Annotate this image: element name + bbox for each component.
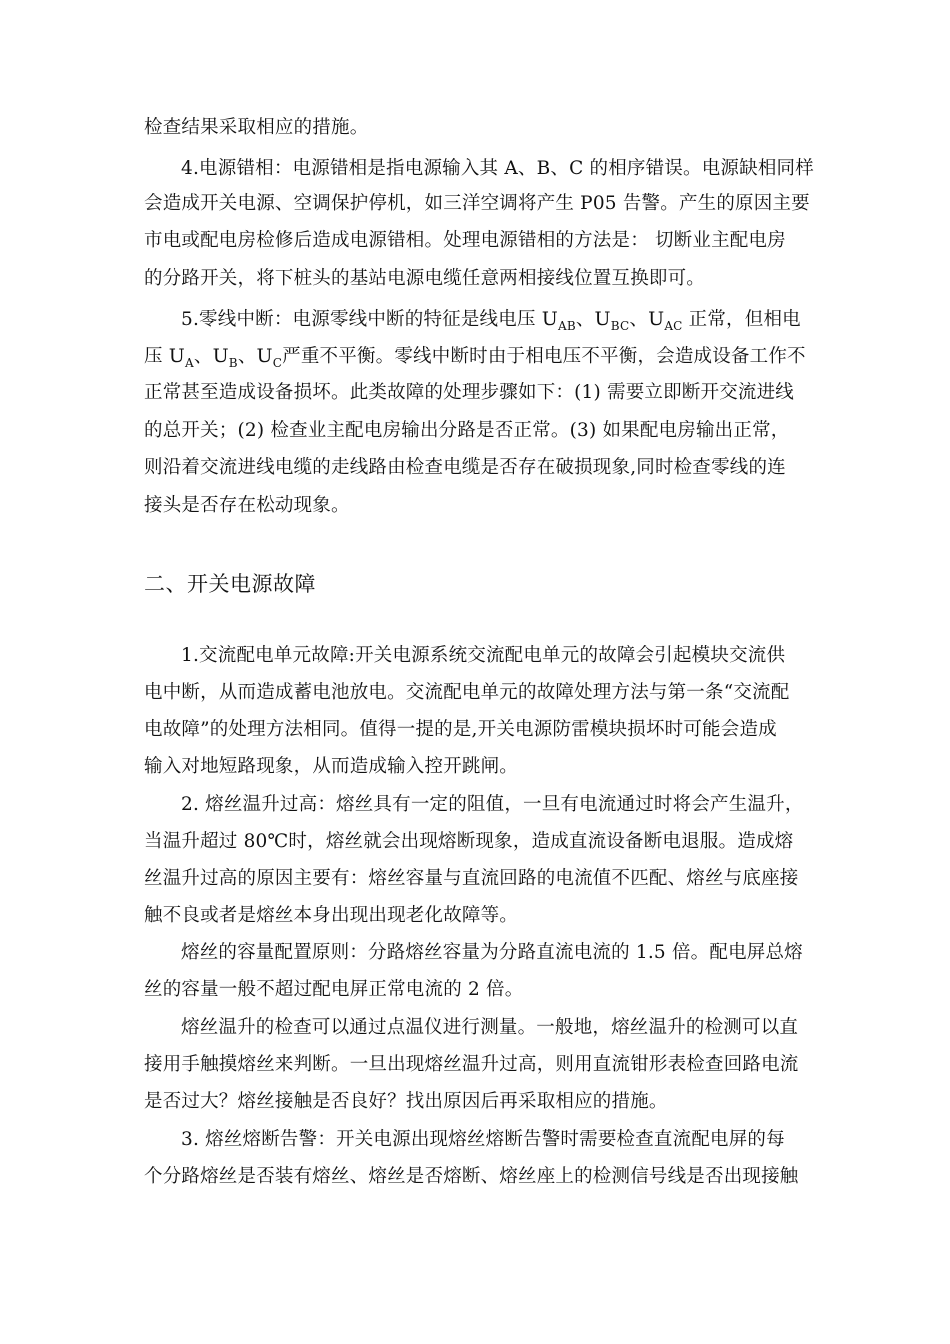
voltage-subscript: C [272,356,283,370]
voltage-subscript: AB [557,319,576,333]
text-line: 熔丝温升的检查可以通过点温仪进行测量。一般地，熔丝温升的检测可以直 [181,1017,799,1038]
text-line: 丝温升过高的原因主要有：熔丝容量与直流回路的电流值不匹配、熔丝与底座接 [144,868,799,889]
text-line: 的总开关；(2) 检查业主配电房输出分路是否正常。(3) 如果配电房输出正常， [144,420,790,441]
voltage-subscript: A [185,356,194,370]
text-line: 熔丝的容量配置原则：分路熔丝容量为分路直流电流的 1.5 倍。配电屏总熔 [181,942,803,963]
text-run: 压 [144,346,169,367]
text-run: 严重不平衡。零线中断时由于相电压不平衡，会造成设备工作不 [282,346,806,367]
separator: 、 [237,346,257,367]
voltage-symbol: U [541,308,558,330]
separator: 、 [629,309,649,330]
text-line: 接用手触摸熔丝来判断。一旦出现熔丝温升过高，则用直流钳形表检查回路电流 [144,1054,799,1075]
text-line: 会造成开关电源、空调保护停机，如三洋空调将产生 P05 告警。产生的原因主要 [144,193,810,214]
voltage-subscript: B [228,356,238,370]
text-line: 输入对地短路现象，从而造成输入控开跳闸。 [144,756,519,777]
voltage-subscript: AC [664,319,683,333]
text-run: 正常，但相电 [682,309,801,330]
text-line: 则沿着交流进线电缆的走线路由检查电缆是否存在破损现象,同时检查零线的连 [144,457,786,478]
text-line: 触不良或者是熔丝本身出现出现老化故障等。 [144,905,519,926]
voltage-symbol: U [168,345,185,367]
text-line: 个分路熔丝是否装有熔丝、熔丝是否熔断、熔丝座上的检测信号线是否出现接触 [144,1166,799,1187]
section-heading: 二、开关电源故障 [144,572,316,596]
text-line: 2. 熔丝温升过高：熔丝具有一定的阻值，一旦有电流通过时将会产生温升， [181,794,804,815]
text-run: 5.零线中断：电源零线中断的特征是线电压 [181,309,542,330]
text-line: 4.电源错相：电源错相是指电源输入其 A、B、C 的相序错误。电源缺相同样 [181,158,814,179]
text-line: 电中断，从而造成蓄电池放电。交流配电单元的故障处理方法与第一条“交流配 [144,682,790,703]
separator: 、 [193,346,213,367]
text-line: 丝的容量一般不超过配电屏正常电流的 2 倍。 [144,979,524,1000]
voltage-symbol: U [212,345,229,367]
voltage-symbol: U [648,308,665,330]
neutral-fault-line-2 [144,344,806,369]
voltage-subscript: BC [610,319,630,333]
text-line: 当温升超过 80℃时，熔丝就会出现熔断现象，造成直流设备断电退服。造成熔 [144,831,794,852]
text-line: 1.交流配电单元故障:开关电源系统交流配电单元的故障会引起模块交流供 [181,645,786,666]
text-line: 3. 熔丝熔断告警：开关电源出现熔丝熔断告警时需要检查直流配电屏的每 [181,1129,785,1150]
text-line: 是否过大？熔丝接触是否良好？找出原因后再采取相应的措施。 [144,1091,668,1112]
separator: 、 [575,309,595,330]
voltage-symbol: U [594,308,611,330]
text-line: 检查结果采取相应的措施。 [144,117,369,138]
text-line: 接头是否存在松动现象。 [144,495,350,516]
text-line: 正常甚至造成设备损坏。此类故障的处理步骤如下：(1) 需要立即断开交流进线 [144,382,794,403]
neutral-fault-line-1 [181,307,801,332]
text-line: 的分路开关，将下桩头的基站电源电缆任意两相接线位置互换即可。 [144,268,706,289]
text-line: 市电或配电房检修后造成电源错相。处理电源错相的方法是： 切断业主配电房 [144,230,786,251]
text-line: 电故障”的处理方法相同。值得一提的是,开关电源防雷模块损坏时可能会造成 [144,719,777,740]
voltage-symbol: U [256,345,273,367]
